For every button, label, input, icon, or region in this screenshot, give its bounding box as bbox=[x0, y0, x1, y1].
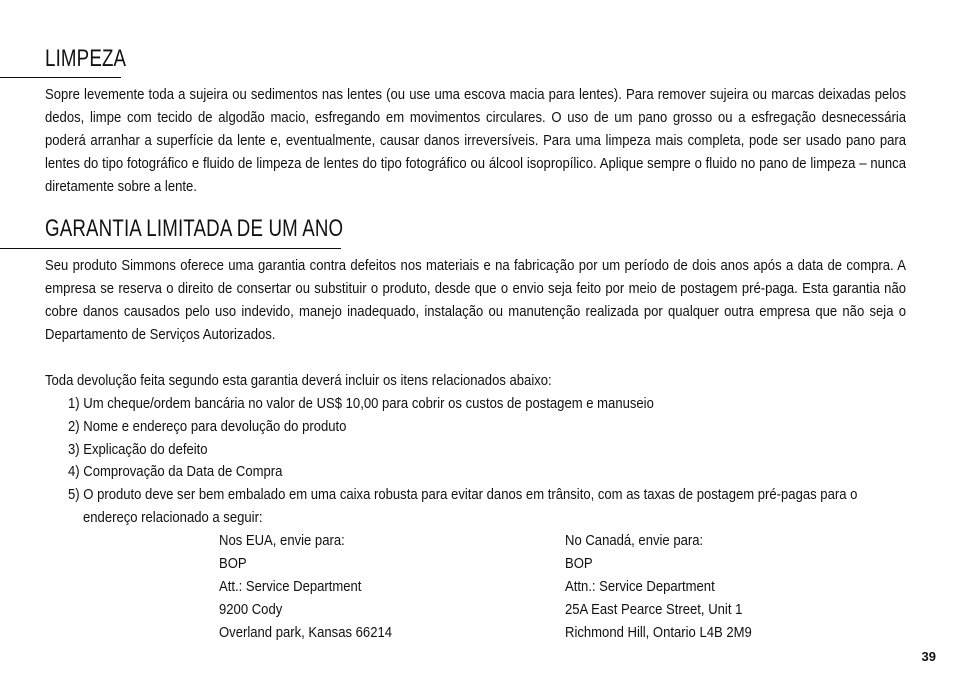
canada-address bbox=[565, 529, 752, 644]
canada-address-line: Richmond Hill, Ontario L4B 2M9 bbox=[565, 624, 752, 641]
canada-address-line: No Canadá, envie para: bbox=[565, 532, 704, 549]
warranty-heading-rule bbox=[0, 248, 341, 249]
warranty-heading: GARANTIA LIMITADA DE UM ANO bbox=[45, 215, 344, 242]
canada-address-line: 25A East Pearce Street, Unit 1 bbox=[565, 601, 743, 618]
usa-address-line: BOP bbox=[219, 555, 247, 572]
return-item-2: 2) Nome e endereço para devolução do produto bbox=[68, 418, 347, 435]
return-item-5-continued: endereço relacionado a seguir: bbox=[83, 509, 263, 526]
usa-address bbox=[219, 529, 392, 644]
usa-address-line: Att.: Service Department bbox=[219, 578, 362, 595]
cleaning-heading-rule bbox=[0, 77, 121, 78]
usa-address-line: Overland park, Kansas 66214 bbox=[219, 624, 393, 641]
page-number: 39 bbox=[921, 649, 936, 664]
cleaning-heading: LIMPEZA bbox=[45, 45, 127, 72]
usa-address-line: Nos EUA, envie para: bbox=[219, 532, 345, 549]
cleaning-paragraph: Sopre levemente toda a sujeira ou sedimentos nas lentes (ou use uma escova macia para lentes). Para remover sujeira ou marcas deixadas pelos dedos, limpe com tecido de algodão macio, esfregando em movimentos circulares. O uso de um pano grosso ou a esfregação desnecessária poderá arranhar a superfície da lente e, eventualmente, causar danos irreversíveis. Para uma limpeza mais completa, pode ser usado pano para lentes do tipo fotográfico e fluido de limpeza de lentes do tipo fotográfico ou álcool isopropílico. Aplique sempre o fluido no pano de limpeza – nunca diretamente sobre a lente. bbox=[45, 86, 906, 195]
usa-address-line: 9200 Cody bbox=[219, 601, 283, 618]
return-item-1: 1) Um cheque/ordem bancária no valor de US$ 10,00 para cobrir os custos de postagem e manuseio bbox=[68, 395, 654, 412]
return-item-4: 4) Comprovação da Data de Compra bbox=[68, 463, 283, 480]
canada-address-line: BOP bbox=[565, 555, 593, 572]
return-item-5: 5) O produto deve ser bem embalado em uma caixa robusta para evitar danos em trânsito, com as taxas de postagem pré-pagas para o bbox=[68, 486, 858, 503]
return-item-3: 3) Explicação do defeito bbox=[68, 441, 208, 458]
warranty-paragraph: Seu produto Simmons oferece uma garantia contra defeitos nos materiais e na fabricação por um período de dois anos após a data de compra. A empresa se reserva o direito de consertar ou substituir o produto, desde que o envio seja feito por meio de postagem pré-paga. Esta garantia não cobre danos causados pelo uso indevido, manejo inadequado, instalação ou manutenção realizada por qualquer outra empresa que não seja o Departamento de Serviços Autorizados. bbox=[45, 257, 906, 343]
canada-address-line: Attn.: Service Department bbox=[565, 578, 715, 595]
returns-intro: Toda devolução feita segundo esta garantia deverá incluir os itens relacionados abaixo: bbox=[45, 372, 552, 389]
